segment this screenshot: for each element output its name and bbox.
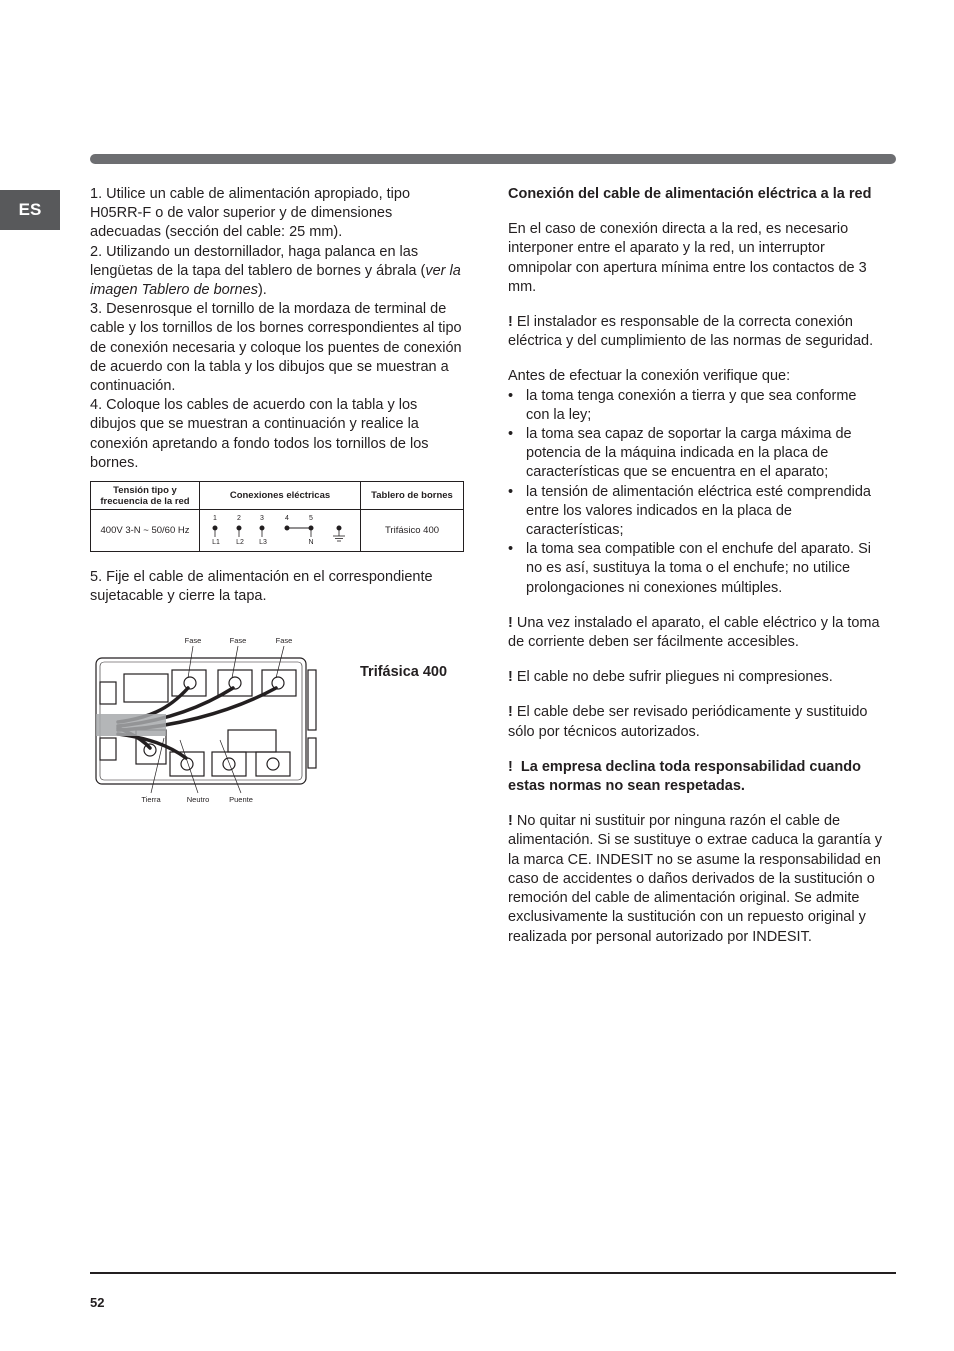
list-item: • la toma tenga conexión a tierra y que sea conforme con la ley; — [508, 387, 882, 425]
warning-paragraph: ! No quitar ni sustituir por ninguna razón el cable de alimentación. Si se sustituye o extrae caduca la garantía y la marca CE. INDESIT no se asume la responsabilidad en caso de accidentes o daños derivados de la sustitución o remoción del cable de alimentación original. Se admite exclusivamente la sustitución con un repuesto original y realizada por personal autorizado por INDESIT. — [508, 813, 882, 945]
terminal-number: 3 — [260, 515, 264, 522]
left-clip — [100, 682, 116, 704]
side-rail — [308, 670, 316, 730]
terminal-number: 2 — [237, 515, 241, 522]
header-board: Tablero de bornes — [361, 482, 464, 510]
terminal-label: L1 — [212, 539, 220, 546]
bridge-cover — [228, 730, 276, 752]
top-divider-bar — [90, 154, 896, 164]
step-3: 3. Desenrosque el tornillo de la mordaza de terminal de cable y los tornillos de los bornes correspondientes al tipo de conexión necesaria y coloque los puentes de conexión de acuerdo con la tabla y los dibujos que se muestran a continuación. — [90, 301, 462, 395]
header-connections: Conexiones eléctricas — [200, 482, 361, 510]
header-voltage: Tensión tipo y frecuencia de la red — [91, 482, 200, 510]
warning-paragraph: ! Una vez instalado el aparato, el cable eléctrico y la toma de corriente deben ser fácilmente accesibles. — [508, 614, 880, 651]
bold-warning: ! La empresa declina toda responsabilidad cuando estas normas no sean respetadas. — [508, 758, 861, 795]
terminal-label: L3 — [259, 539, 267, 546]
paragraph: En el caso de conexión directa a la red, es necesario interponer entre el aparato y la red, un interruptor omnipolar con apertura mínima entre los contactos de 3 mm. — [508, 221, 867, 295]
fase-label: Fase — [229, 636, 247, 645]
list-item: • la toma sea capaz de soportar la carga máxima de potencia de la máquina indicada en la placa de características que se encuentra en el aparato; — [508, 425, 882, 483]
checklist — [508, 387, 882, 598]
terminal-number: 4 — [285, 515, 289, 522]
fase-label: Fase — [275, 636, 293, 645]
step-1: 1. Utilice un cable de alimentación apropiado, tipo H05RR-F o de valor superior y de dimensiones adecuadas (sección del cable: 25 mm). — [90, 186, 411, 241]
terminal-4 — [170, 752, 204, 776]
tierra-label: Tierra — [141, 795, 161, 804]
fase-label: Fase — [184, 636, 202, 645]
step-2: 2. Utilizando un destornillador, haga palanca en las lengüetas de la tapa del tablero de bornes y ábrala (ver la imagen Tablero de bornes). — [90, 243, 461, 299]
cable-clamp — [124, 674, 168, 702]
terminal-1 — [172, 670, 206, 696]
terminal-schematic — [201, 511, 359, 547]
bottom-rule — [90, 1272, 896, 1274]
terminal-label: N — [308, 539, 314, 546]
cell-connections — [200, 510, 361, 552]
section-heading: Conexión del cable de alimentación eléctrica a la red — [508, 186, 872, 202]
terminal-number: 5 — [309, 515, 313, 522]
right-column — [508, 185, 882, 947]
step-5: 5. Fije el cable de alimentación en el correspondiente sujetacable y cierre la tapa. — [90, 569, 433, 605]
step-4: 4. Coloque los cables de acuerdo con la tabla y los dibujos que se muestran a continuación y realice la conexión apretando a fondo todos los tornillos de los bornes. — [90, 397, 429, 471]
puente-label: Puente — [229, 795, 253, 804]
cell-board: Trifásico 400 — [361, 510, 464, 552]
language-tab: ES — [0, 190, 60, 230]
warning-paragraph: ! El instalador es responsable de la correcta conexión eléctrica y del cumplimiento de las normas de seguridad. — [508, 314, 874, 350]
list-item: • la tensión de alimentación eléctrica esté comprendida entre los valores indicados en la placa de características; — [508, 483, 882, 541]
terminal-5 — [212, 752, 246, 776]
terminal-board-drawing — [88, 630, 328, 810]
cable-sheath — [96, 714, 166, 736]
paragraph: Antes de efectuar la conexión verifique que: — [508, 368, 791, 385]
cell-voltage: 400V 3-N ~ 50/60 Hz — [91, 510, 200, 552]
terminal-board-diagram — [88, 630, 328, 810]
left-column — [90, 185, 462, 473]
list-item: • la toma sea compatible con el enchufe del aparato. Si no es así, sustituya la toma o el enchufe; no utilice prolongaciones ni conexiones múltiples. — [508, 540, 882, 598]
warning-paragraph: ! El cable debe ser revisado periódicamente y sustituido sólo por técnicos autorizados. — [508, 704, 868, 740]
neutro-label: Neutro — [186, 795, 210, 804]
diagram-label: Trifásica 400 — [360, 664, 448, 680]
warning-paragraph: ! El cable no debe sufrir pliegues ni compresiones. — [508, 669, 833, 686]
terminal-number: 1 — [213, 515, 217, 522]
connection-table — [90, 481, 464, 552]
terminal-label: L2 — [236, 539, 244, 546]
page-number: 52 — [90, 1295, 105, 1310]
